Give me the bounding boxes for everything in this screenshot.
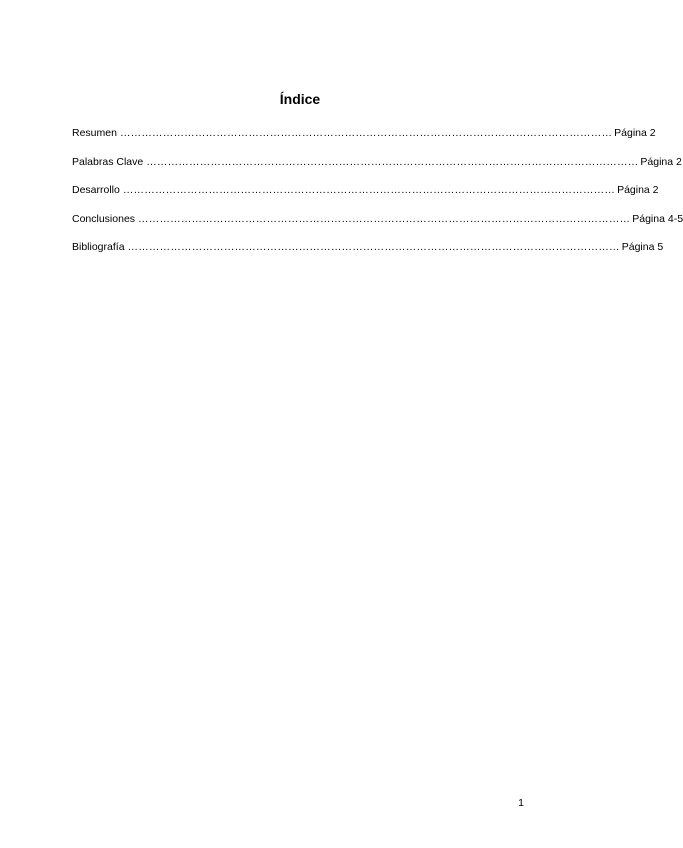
toc-entry-page: Página 2 (640, 155, 682, 168)
toc-entry-page: Página 5 (621, 241, 664, 253)
toc-entry-resumen (72, 127, 656, 156)
toc-entry-page: Página 4-5 (632, 212, 683, 225)
toc-entry-conclusiones (72, 212, 683, 242)
toc-entry-label: Palabras Clave (72, 155, 144, 168)
toc-entry-desarrollo (72, 184, 659, 213)
toc-dot-leader: ………………………………………………………………………………………………………………………… (127, 241, 620, 253)
toc-entry-label: Resumen (72, 127, 117, 139)
toc-entry-label: Bibliografía (72, 241, 125, 253)
toc-entry-page: Página 2 (617, 184, 659, 196)
page-title: Índice (279, 91, 321, 107)
toc-entry-palabras-clave (72, 155, 682, 185)
toc-dot-leader: ………………………………………………………………………………………………………………………… (122, 184, 616, 196)
table-of-contents (72, 127, 683, 270)
toc-dot-leader: ………………………………………………………………………………………………………………………… (138, 212, 631, 225)
page-number: 1 (518, 797, 524, 809)
toc-dot-leader: ………………………………………………………………………………………………………………………… (146, 155, 639, 168)
toc-entry-label: Desarrollo (72, 184, 120, 196)
toc-entry-page: Página 2 (614, 127, 656, 139)
toc-dot-leader: ………………………………………………………………………………………………………………………… (119, 127, 613, 139)
toc-entry-bibliografia (72, 241, 664, 270)
toc-entry-label: Conclusiones (72, 212, 136, 225)
